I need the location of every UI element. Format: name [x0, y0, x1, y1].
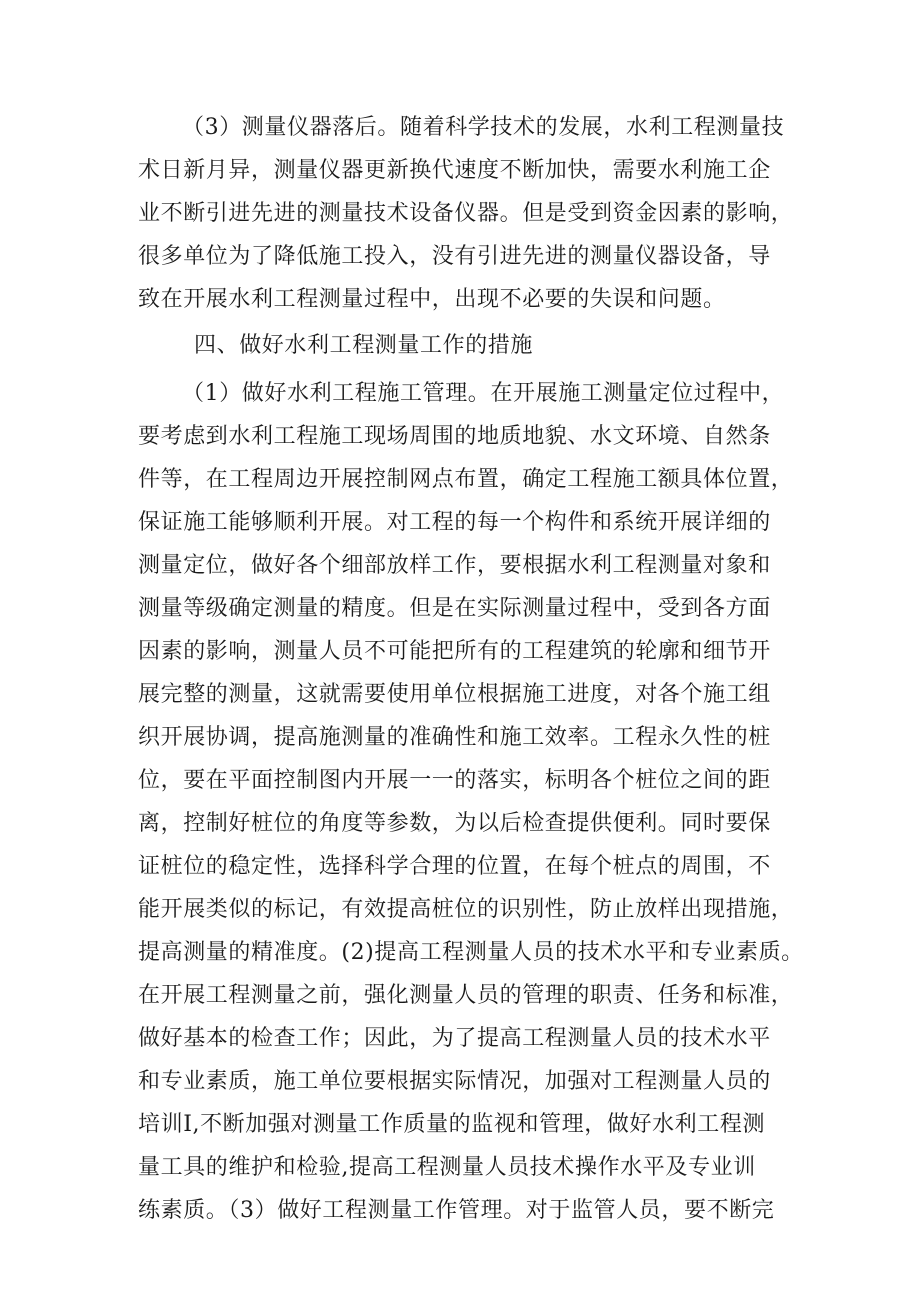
paragraph-3-line-1: （3）测量仪器落后。随着科学技术的发展，水利工程测量技 [182, 115, 785, 140]
paragraph-3-line-4: 很多单位为了降低施工投入，没有引进先进的测量仪器设备，导 [138, 244, 771, 269]
section-heading: 四、做好水利工程测量工作的措施 [194, 333, 534, 358]
measures-line-13: 能开展类似的标记，有效提高桩位的识别性，防止放样出现措施， [138, 897, 794, 922]
paragraph-3-line-3: 业不断引进先进的测量技术设备仪器。但是受到资金因素的影响， [138, 201, 794, 226]
measures-line-4: 保证施工能够顺利开展。对工程的每一个构件和系统开展详细的 [138, 510, 771, 535]
measures-line-3: 件等，在工程周边开展控制网点布置，确定工程施工额具体位置， [138, 467, 794, 492]
paragraph-3-line-2: 术日新月异，测量仪器更新换代速度不断加快，需要水利施工企 [138, 158, 771, 183]
measures-line-12: 证桩位的稳定性，选择科学合理的位置，在每个桩点的周围，不 [138, 854, 771, 879]
measures-line-5: 测量定位，做好各个细部放样工作，要根据水利工程测量对象和 [138, 553, 771, 578]
paragraph-3-line-5: 致在开展水利工程测量过程中，出现不必要的失误和问题。 [138, 287, 726, 312]
measures-line-14: 提高测量的精准度。(2)提高工程测量人员的技术水平和专业素质。 [138, 940, 804, 965]
measures-line-10: 位，要在平面控制图内开展一一的落实，标明各个桩位之间的距 [138, 768, 771, 793]
measures-line-8: 展完整的测量，这就需要使用单位根据施工进度，对各个施工组 [138, 682, 771, 707]
measures-line-2: 要考虑到水利工程施工现场周围的地质地貌、水文环境、自然条 [138, 424, 771, 449]
measures-line-1: （1）做好水利工程施工管理。在开展施工测量定位过程中， [182, 381, 785, 406]
measures-line-9: 织开展协调，提高施测量的准确性和施工效率。工程永久性的桩 [138, 725, 771, 750]
measures-line-19: 量工具的维护和检验,提高工程测量人员技术操作水平及专业训 [138, 1155, 756, 1180]
measures-line-16: 做好基本的检查工作；因此，为了提高工程测量人员的技术水平 [138, 1026, 771, 1051]
measures-line-17: 和专业素质，施工单位要根据实际情况，加强对工程测量人员的 [138, 1069, 771, 1094]
measures-line-18: 培训I,不断加强对测量工作质量的监视和管理，做好水利工程测 [138, 1112, 766, 1137]
measures-line-6: 测量等级确定测量的精度。但是在实际测量过程中，受到各方面 [138, 596, 771, 621]
measures-line-7: 因素的影响，测量人员不可能把所有的工程建筑的轮廓和细节开 [138, 639, 771, 664]
measures-line-15: 在开展工程测量之前，强化测量人员的管理的职责、任务和标准， [138, 983, 794, 1008]
measures-line-11: 离，控制好桩位的角度等参数，为以后检查提供便利。同时要保 [138, 811, 771, 836]
measures-line-20: 练素质。（3）做好工程测量工作管理。对于监管人员，要不断完 [138, 1198, 775, 1223]
